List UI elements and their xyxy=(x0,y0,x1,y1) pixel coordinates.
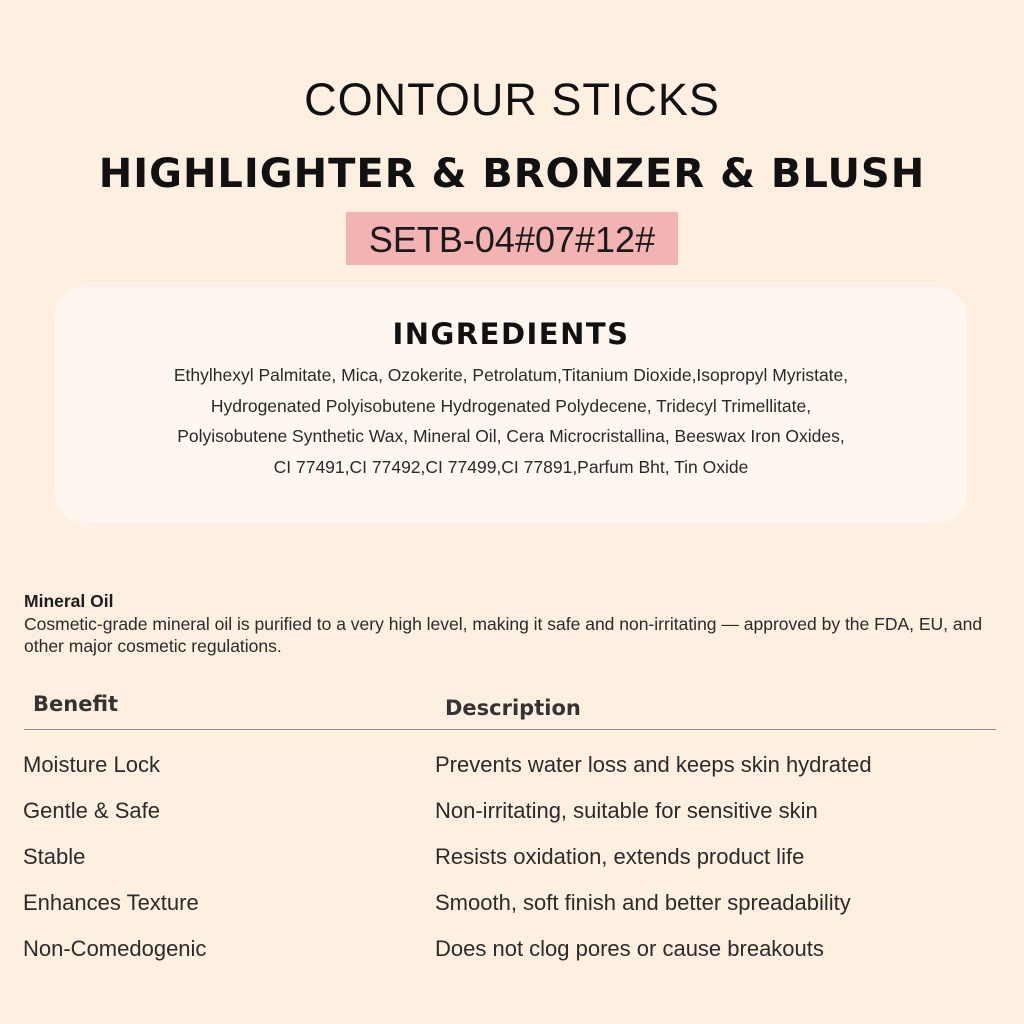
table-row xyxy=(0,887,1024,933)
description-cell: Does not clog pores or cause breakouts xyxy=(435,936,824,961)
ingredients-line: Hydrogenated Polyisobutene Hydrogenated Polydecene, Tridecyl Trimellitate, xyxy=(210,395,812,416)
sku-badge: SETB-04#07#12# xyxy=(346,212,678,265)
table-row xyxy=(0,749,1024,795)
table-row xyxy=(0,933,1024,979)
description-cell: Non-irritating, suitable for sensitive skin xyxy=(435,798,818,823)
benefit-cell: Stable xyxy=(23,844,86,869)
mineral-oil-description: Cosmetic-grade mineral oil is purified to a very high level, making it safe and non-irritating — approved by the FDA, EU, and other major cosmetic regulations. xyxy=(24,614,983,656)
description-cell: Prevents water loss and keeps skin hydrated xyxy=(435,752,872,777)
ingredients-card xyxy=(55,287,967,523)
benefits-table xyxy=(0,749,1024,979)
benefit-cell: Gentle & Safe xyxy=(23,798,160,823)
benefit-cell: Moisture Lock xyxy=(23,752,160,777)
description-cell: Smooth, soft finish and better spreadability xyxy=(435,890,851,915)
page-subtitle: HIGHLIGHTER & BRONZER & BLUSH xyxy=(98,151,926,197)
table-row xyxy=(0,841,1024,887)
ingredients-line: Ethylhexyl Palmitate, Mica, Ozokerite, Petrolatum,Titanium Dioxide,Isopropyl Myristate, xyxy=(173,365,849,385)
ingredients-line: CI 77491,CI 77492,CI 77499,CI 77891,Parfum Bht, Tin Oxide xyxy=(273,456,749,477)
benefit-cell: Non-Comedogenic xyxy=(23,936,207,961)
table-header-benefit: Benefit xyxy=(33,692,119,716)
ingredients-heading: INGREDIENTS xyxy=(392,317,630,351)
table-header-description: Description xyxy=(445,696,581,720)
page-title: CONTOUR STICKS xyxy=(304,74,720,125)
ingredients-line: Polyisobutene Synthetic Wax, Mineral Oil, Cera Microcristallina, Beeswax Iron Oxides, xyxy=(177,426,845,446)
mineral-oil-heading: Mineral Oil xyxy=(24,591,114,611)
table-divider xyxy=(24,729,996,730)
description-cell: Resists oxidation, extends product life xyxy=(435,844,805,869)
table-row xyxy=(0,795,1024,841)
ingredients-list xyxy=(55,360,967,482)
benefit-cell: Enhances Texture xyxy=(23,890,199,915)
